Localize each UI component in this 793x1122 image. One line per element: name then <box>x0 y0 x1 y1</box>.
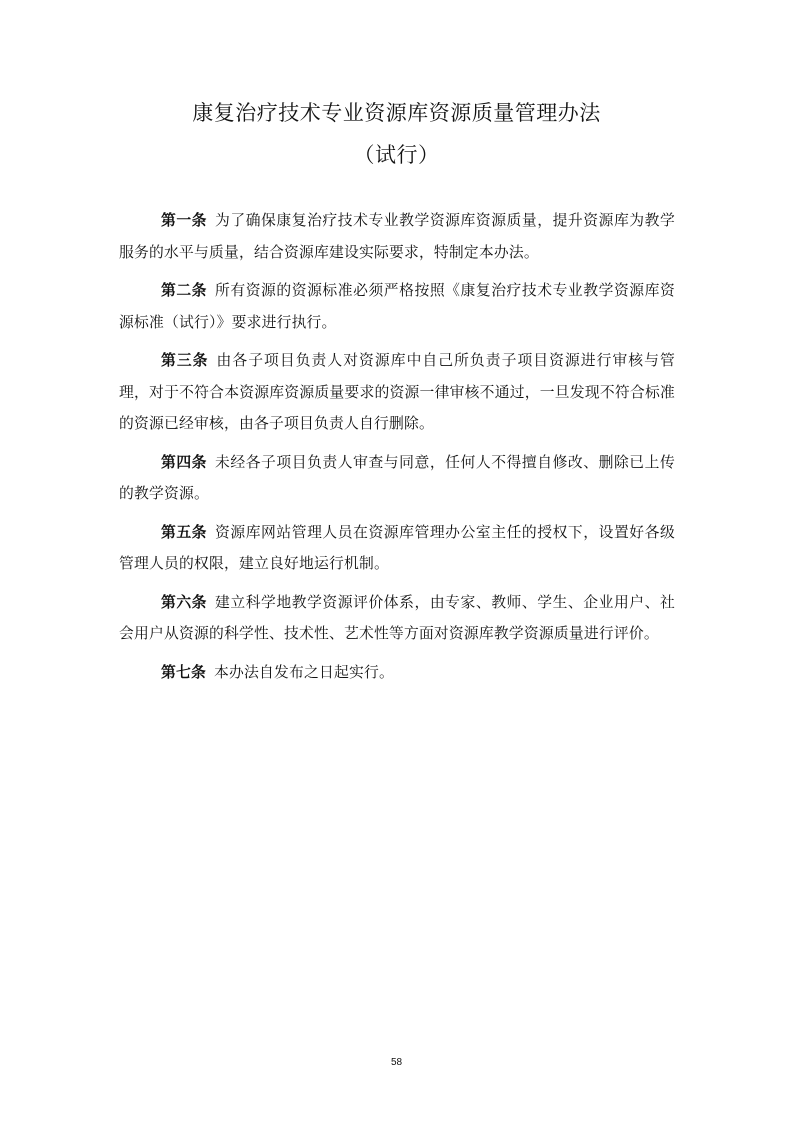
article-4 <box>119 447 675 510</box>
article-6-label: 第六条 <box>161 593 208 611</box>
article-1 <box>119 205 675 268</box>
article-4-text: 未经各子项目负责人审查与同意，任何人不得擅自修改、删除已上传的教学资源。 <box>119 453 675 502</box>
document-title: 康复治疗技术专业资源库资源质量管理办法 <box>192 101 601 125</box>
document-subtitle: （试行） <box>353 143 440 167</box>
article-5-text: 资源库网站管理人员在资源库管理办公室主任的授权下，设置好各级管理人员的权限，建立良好地运行机制。 <box>119 523 675 572</box>
article-2 <box>119 275 675 338</box>
article-3-text: 由各子项目负责人对资源库中自己所负责子项目资源进行审核与管理，对于不符合本资源库资源质量要求的资源一律审核不通过，一旦发现不符合标准的资源已经审核，由各子项目负责人自行删除。 <box>119 352 675 432</box>
article-1-text: 为了确保康复治疗技术专业教学资源库资源质量，提升资源库为教学服务的水平与质量，结合资源库建设实际要求，特制定本办法。 <box>119 212 675 261</box>
article-1-label: 第一条 <box>161 212 208 229</box>
article-2-text: 所有资源的资源标准必须严格按照《康复治疗技术专业教学资源库资源标准（试行）》要求进行执行。 <box>119 282 675 331</box>
article-7-label: 第七条 <box>161 663 206 681</box>
article-6-text: 建立科学地教学资源评价体系，由专家、教师、学生、企业用户、社会用户从资源的科学性、技术性、艺术性等方面对资源库教学资源质量进行评价。 <box>119 593 675 642</box>
article-6 <box>119 587 675 650</box>
page-number: 58 <box>390 1057 403 1068</box>
article-5-label: 第五条 <box>161 523 208 541</box>
document-body <box>119 205 675 695</box>
article-7 <box>119 657 675 689</box>
article-3-label: 第三条 <box>161 352 209 369</box>
article-7-text: 本办法自发布之日起实行。 <box>214 663 394 681</box>
article-4-label: 第四条 <box>161 453 208 471</box>
article-2-label: 第二条 <box>161 282 208 299</box>
article-5 <box>119 517 675 580</box>
article-3 <box>119 345 675 440</box>
